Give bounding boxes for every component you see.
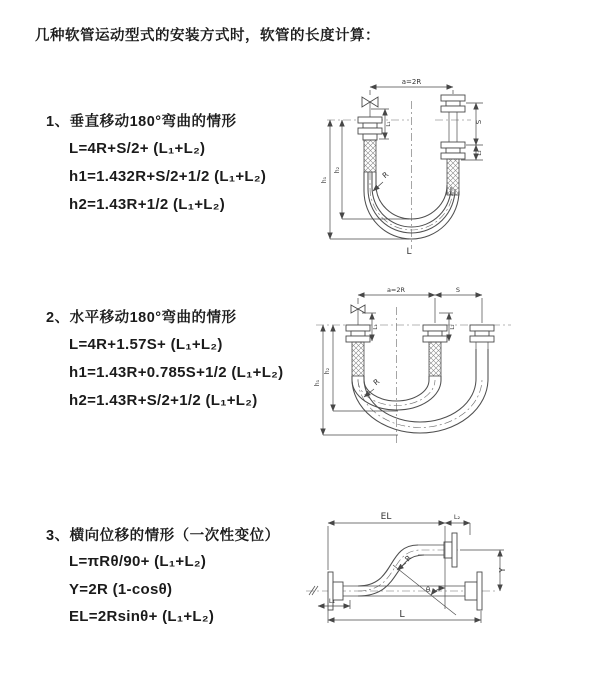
d3-l1-dim-label: L₁ [328, 597, 336, 605]
d1-right-pipe-assembly [441, 95, 465, 195]
d2-dimensions [323, 295, 482, 435]
d3-length-label: L [399, 609, 405, 620]
d2-width-dim-label: a=2R [386, 286, 406, 294]
d2-l1-dim-label: L₁ [373, 324, 379, 330]
section-1-heading: 1、垂直移动180°弯曲的情形 [46, 114, 237, 130]
section-1-formula-h2: h2=1.43R+1/2 (L₁+L₂) [69, 196, 226, 213]
section-2-formula-h2: h2=1.43R+S/2+1/2 (L₁+L₂) [69, 392, 258, 409]
braided-hose-section [429, 342, 441, 376]
d1-width-dim-label: a=2R [401, 78, 422, 86]
braided-hose-section [352, 342, 364, 376]
d1-radius-label: R [380, 169, 391, 181]
d1-h2-dim-label: h₂ [334, 166, 341, 174]
d3-hose-curve [358, 545, 444, 596]
d3-radius-label: R [402, 553, 414, 564]
section-3-heading: 3、横向位移的情形（一次性变位） [46, 528, 280, 544]
d3-theta-label: θ [425, 586, 431, 594]
d1-l1-dim-label: L₁ [386, 121, 392, 127]
braided-hose-section [447, 159, 459, 195]
section-3-formula-L: L=πRθ/90+ (L₁+L₂) [69, 553, 207, 570]
d2-left-pipe-assembly [346, 305, 370, 376]
valve-icon [362, 97, 370, 107]
braided-hose-section [364, 140, 376, 172]
diagram-horizontal-180-bend [306, 283, 570, 461]
valve-icon [358, 305, 365, 313]
section-1-formula-h1: h1=1.432R+S/2+1/2 (L₁+L₂) [69, 168, 267, 185]
section-2-heading: 2、水平移动180°弯曲的情形 [46, 310, 237, 326]
pipe-break-mark [312, 586, 318, 595]
d1-h1-dim-label: h₁ [321, 176, 328, 184]
d2-s-dim-label: S [455, 286, 461, 294]
page-title: 几种软管运动型式的安装方式时，软管的长度计算： [35, 28, 380, 44]
d2-h2-dim-label: h₂ [324, 367, 331, 375]
d3-el-dim-label: EL [380, 512, 392, 522]
diagram-vertical-180-bend [313, 73, 543, 265]
d3-lower-right-flange [465, 572, 482, 610]
d1-l2-dim-label: L₂ [477, 150, 483, 156]
d3-dimensions [318, 523, 504, 623]
valve-icon [351, 305, 358, 313]
d2-right-pipe-assembly [470, 325, 494, 349]
d2-middle-pipe-assembly [423, 325, 447, 376]
d3-l2-dim-label: L₂ [453, 513, 461, 521]
d3-upper-right-flange [444, 533, 457, 567]
d2-h1-dim-label: h₁ [314, 379, 321, 387]
d1-length-label: L [406, 247, 412, 257]
d2-radius-label: R [371, 376, 382, 388]
d3-y-dim-label: Y [498, 567, 507, 573]
section-2-formula-h1: h1=1.43R+0.785S+1/2 (L₁+L₂) [69, 364, 284, 381]
section-2-formula-L: L=4R+1.57S+ (L₁+L₂) [69, 336, 223, 353]
section-3-formula-EL: EL=2Rsinθ+ (L₁+L₂) [69, 608, 215, 625]
section-3-formula-Y: Y=2R (1-cosθ) [69, 581, 173, 598]
d1-left-pipe-assembly [358, 97, 382, 172]
diagram-lateral-displacement [298, 503, 600, 653]
d2-l2-dim-label: L₂ [450, 324, 456, 330]
d1-s-dim-label: S [475, 119, 483, 125]
valve-icon [370, 97, 378, 107]
section-1-formula-L: L=4R+S/2+ (L₁+L₂) [69, 140, 206, 157]
d2-hose-curves [352, 349, 488, 433]
pipe-break-mark [309, 586, 315, 595]
